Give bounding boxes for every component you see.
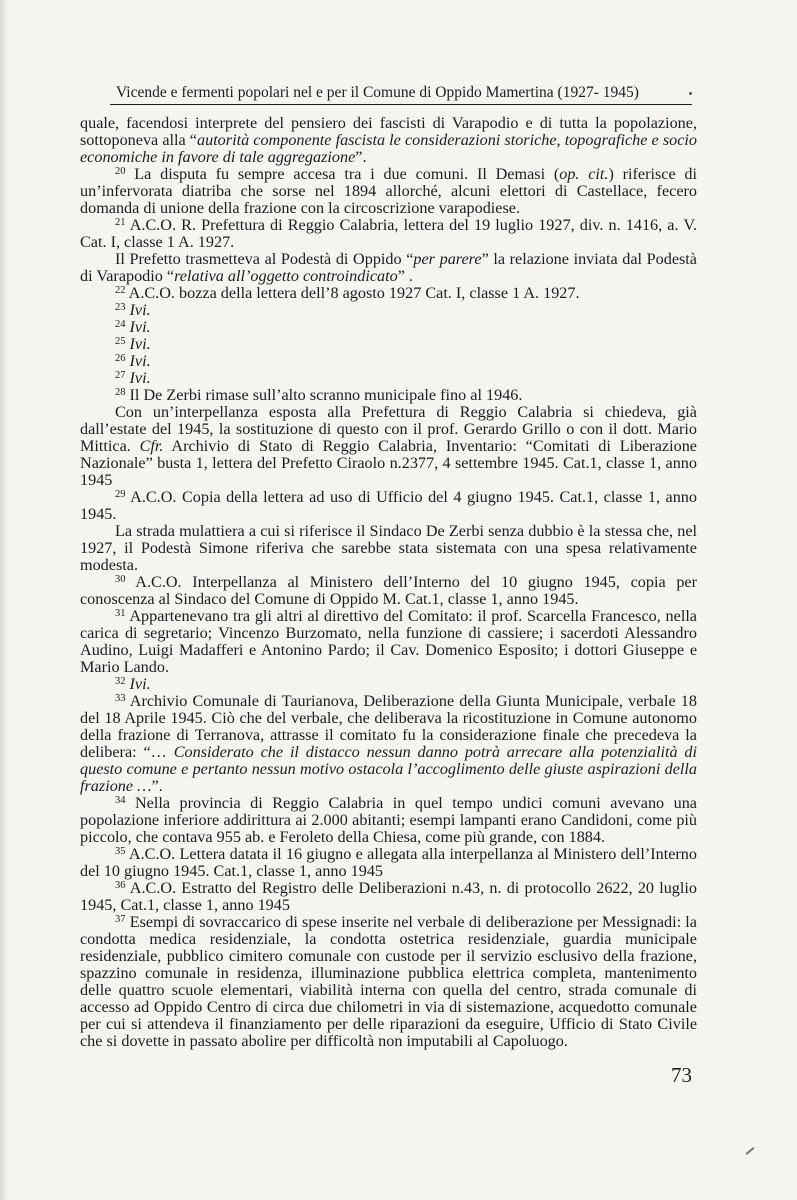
footnote-number: 20 bbox=[115, 166, 126, 177]
text-run: Archivio Comunale di Taurianova, Deliberazione della Giunta Municipale, verbale 18 del 18 Aprile 1945. Ciò che del verbale, che deliberava la ricostituzione in Comune autonomo della frazione di Terranova, attrasse il comitato fu la considerazione finale che precedeva la delibera: “… bbox=[80, 692, 697, 761]
text-run: Il Prefetto trasmetteva al Podestà di Oppido “ bbox=[115, 250, 414, 268]
footnote-number: 29 bbox=[115, 489, 126, 500]
footnote-number: 30 bbox=[115, 574, 126, 585]
italic-text: Ivi. bbox=[129, 352, 151, 370]
text-run: La disputa fu sempre accesa tra i due comuni. Il Demasi ( bbox=[125, 165, 560, 183]
page-edge-shadow bbox=[0, 0, 8, 1200]
footnote-24 bbox=[80, 319, 697, 336]
italic-text: op. cit. bbox=[559, 165, 609, 183]
italic-text: Ivi. bbox=[129, 318, 151, 336]
footnote-continuation bbox=[80, 523, 697, 574]
text-run: ) riferisce di un’infervorata diatriba che sorse nel 1894 allorché, alcuni elettori di Castellace, fecero domanda di unione della frazione con la circoscrizione varapodiese. bbox=[80, 165, 697, 217]
italic-text: Ivi. bbox=[129, 369, 151, 387]
footnote-number: 26 bbox=[115, 353, 126, 364]
italic-text: Ivi. bbox=[129, 335, 151, 353]
text-run: Il De Zerbi rimase sull’alto scranno municipale fino al 1946. bbox=[125, 386, 523, 404]
text-run: A.C.O. Lettera datata il 16 giugno e allegata alla interpellanza al Ministero dell’Interno del 10 giugno 1945. Cat.1, classe 1, anno 1945 bbox=[80, 845, 697, 880]
print-mark bbox=[746, 1147, 755, 1155]
footnote-number: 34 bbox=[115, 795, 126, 806]
footnote-number: 25 bbox=[115, 336, 126, 347]
text-run: ” . bbox=[397, 267, 413, 285]
italic-text: Considerato che il distacco nessun danno potrà arrecare alla potenzialità di questo comune e pertanto nessun motivo ostacola l’accoglimento delle giuste aspirazioni della frazione … bbox=[80, 743, 697, 795]
footnote-22 bbox=[80, 285, 697, 302]
text-run: ”. bbox=[151, 777, 163, 795]
text-run: ” la relazione inviata dal Podestà di Varapodio “ bbox=[80, 250, 697, 285]
footnote-number: 24 bbox=[115, 319, 126, 330]
footnote-29 bbox=[80, 489, 697, 523]
footnote-number: 37 bbox=[115, 914, 126, 925]
text-run: A.C.O. Copia della lettera ad uso di Ufficio del 4 giugno 1945. Cat.1, classe 1, anno 1945. bbox=[80, 488, 697, 523]
footnote-21 bbox=[80, 217, 697, 251]
text-run: Archivio di Stato di Reggio Calabria, Inventario: “Comitati di Liberazione Nazionale” busta 1, lettera del Prefetto Ciraolo n.2377, 4 settembre 1945. Cat.1, classe 1, anno 1945 bbox=[80, 437, 697, 489]
italic-text: autorità componente fascista le considerazioni storiche, topografiche e socio economiche in favore di tale aggregazione bbox=[80, 131, 697, 166]
footnote-number: 21 bbox=[115, 217, 126, 228]
footnote-26 bbox=[80, 353, 697, 370]
italic-text: Ivi. bbox=[129, 301, 151, 319]
text-run: La strada mulattiera a cui si riferisce il Sindaco De Zerbi senza dubbio è la stessa che, nel 1927, il Podestà Simone riferiva che sarebbe stata sistemata con una spesa relativamente modesta. bbox=[80, 522, 697, 574]
footnote-27 bbox=[80, 370, 697, 387]
footnote-33 bbox=[80, 693, 697, 795]
italic-text: relativa all’oggetto controindicato bbox=[174, 267, 398, 285]
footnote-20 bbox=[80, 166, 697, 217]
footnote-23 bbox=[80, 302, 697, 319]
footnote-37 bbox=[80, 914, 697, 1050]
footnote-number: 23 bbox=[115, 302, 126, 313]
text-run: Nella provincia di Reggio Calabria in quel tempo undici comuni avevano una popolazione inferiore addirittura ai 2.000 abitanti; esempi lampanti erano Candidoni, come più piccolo, che contava 955 ab. e Feroleto della Chiesa, come più grande, con 1884. bbox=[80, 794, 697, 846]
footnote-continuation bbox=[80, 115, 697, 166]
text-run: A.C.O. bozza della lettera dell’8 agosto 1927 Cat. I, classe 1 A. 1927. bbox=[125, 284, 580, 302]
footnote-continuation bbox=[80, 251, 697, 285]
footnote-number: 31 bbox=[115, 608, 126, 619]
text-run: Con un’interpellanza esposta alla Prefettura di Reggio Calabria si chiedeva, già dall’estate del 1945, la sostituzione di questo con il prof. Gerardo Grillo o con il dott. Mario Mittica. bbox=[80, 403, 697, 455]
footnote-number: 36 bbox=[115, 880, 126, 891]
text-run: Appartenevano tra gli altri al direttivo del Comitato: il prof. Scarcella Francesco, nella carica di segretario; Vincenzo Burzomato, nella funzione di cassiere; i sacerdoti Alessandro Audino, Luigi Madafferi e Antonino Pardo; il Cav. Domenico Esposito; i dottori Giuseppe e Mario Lando. bbox=[80, 607, 697, 676]
italic-text: Ivi. bbox=[129, 675, 151, 693]
footnote-34 bbox=[80, 795, 697, 846]
text-run: A.C.O. R. Prefettura di Reggio Calabria, lettera del 19 luglio 1927, div. n. 1416, a. V. Cat. I, classe 1 A. 1927. bbox=[80, 216, 697, 251]
footnote-28 bbox=[80, 387, 697, 404]
footnote-35 bbox=[80, 846, 697, 880]
footnote-25 bbox=[80, 336, 697, 353]
page-number: 73 bbox=[671, 1063, 692, 1087]
running-header: Vicende e fermenti popolari nel e per il Comune di Oppido Mamertina (1927- 1945) bbox=[116, 84, 639, 101]
footnote-number: 33 bbox=[115, 693, 126, 704]
footnote-number: 22 bbox=[115, 285, 126, 296]
header-rule bbox=[110, 104, 692, 105]
footnote-number: 32 bbox=[115, 676, 126, 687]
text-run: Esempi di sovraccarico di spese inserite nel verbale di deliberazione per Messignadi: la condotta medica residenziale, la condotta ostetrica residenziale, guardia municipale residenziale, pubblico cimitero comunale con custode per il servizio esclusivo della frazione, spazzino comunale in residenza, illuminazione pubblica elettrica completa, mantenimento delle quattro scuole elementari, viabilità interna con quella del centro, strada comunale di accesso ad Oppido Centro di circa due chilometri in via di sistemazione, acquedotto comunale per cui si attendeva il finanziamento per delle riparazioni da eseguire, Ufficio di Stato Civile che si dovette in passato abolire per difficoltà non imputabili al Capoluogo. bbox=[80, 913, 697, 1050]
text-run: quale, facendosi interprete del pensiero dei fascisti di Varapodio e di tutta la popolazione, sottoponeva alla “ bbox=[80, 114, 697, 149]
footnote-36 bbox=[80, 880, 697, 914]
footnote-31 bbox=[80, 608, 697, 676]
footnote-number: 27 bbox=[115, 370, 126, 381]
footnote-number: 28 bbox=[115, 387, 126, 398]
footnote-number: 35 bbox=[115, 846, 126, 857]
italic-text: Cfr. bbox=[139, 437, 164, 455]
text-run: ”. bbox=[355, 148, 367, 166]
footnote-30 bbox=[80, 574, 697, 608]
footnotes-body bbox=[80, 115, 697, 1050]
footnote-continuation bbox=[80, 404, 697, 489]
footnote-32 bbox=[80, 676, 697, 693]
text-run: A.C.O. Interpellanza al Ministero dell’Interno del 10 giugno 1945, copia per conoscenza al Sindaco del Comune di Oppido M. Cat.1, classe 1, anno 1945. bbox=[80, 573, 697, 608]
text-run: A.C.O. Estratto del Registro delle Deliberazioni n.43, n. di protocollo 2622, 20 luglio 1945, Cat.1, classe 1, anno 1945 bbox=[80, 879, 697, 914]
print-speck bbox=[689, 92, 692, 95]
italic-text: per parere bbox=[413, 250, 482, 268]
